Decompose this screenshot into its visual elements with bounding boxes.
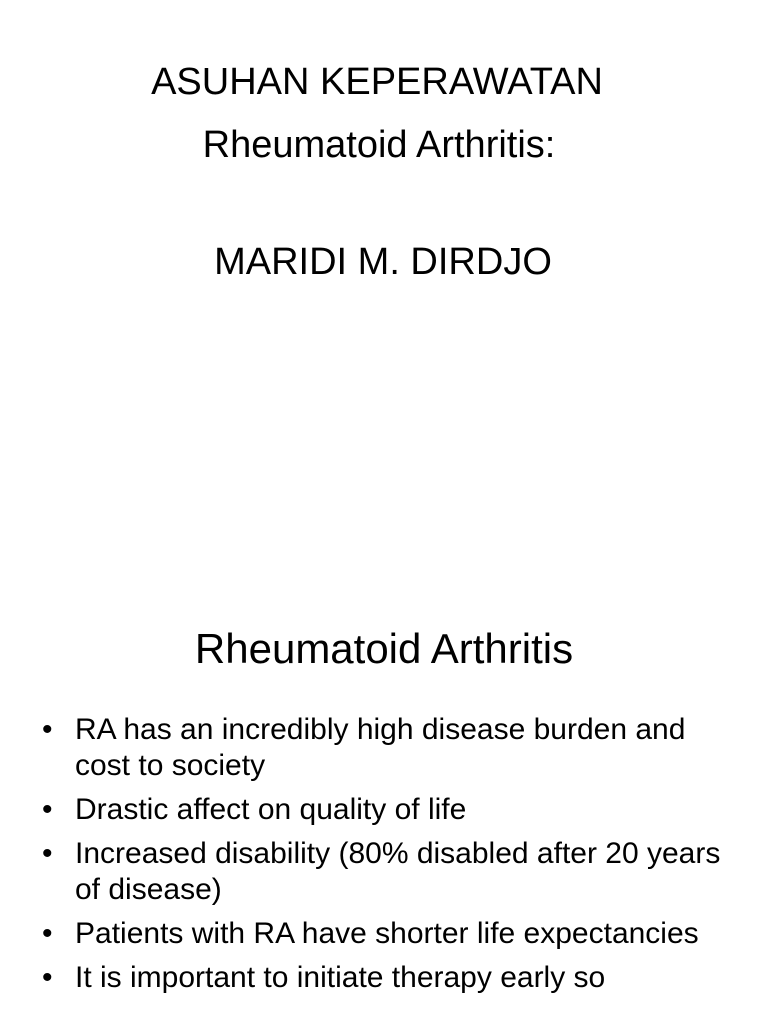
content-slide [0,590,768,1024]
title-line-1: ASUHAN KEPERAWATAN [151,61,603,103]
bullet-item [42,916,732,952]
bullet-text: Patients with RA have shorter life expectancies [75,917,699,950]
bullet-item [42,792,732,828]
bullet-point-icon: • [42,961,53,994]
bullet-point-icon: • [42,917,53,950]
bullet-text: RA has an incredibly high disease burden and cost to society [75,713,686,782]
bullet-text: It is important to initiate therapy early so [75,961,606,994]
bullet-item [42,836,732,908]
bullet-point-icon: • [42,793,53,826]
bullet-list [42,712,732,1004]
slide-title: Rheumatoid Arthritis [194,625,574,672]
bullet-text: Drastic affect on quality of life [75,793,467,826]
bullet-item [42,712,732,784]
bullet-point-icon: • [42,837,53,870]
bullet-item [42,960,732,996]
bullet-point-icon: • [42,713,53,746]
bullet-text: Increased disability (80% disabled after 20 years of disease) [75,837,721,906]
title-line-2: Rheumatoid Arthritis: [202,124,556,166]
author-name: MARIDI M. DIRDJO [214,241,552,283]
